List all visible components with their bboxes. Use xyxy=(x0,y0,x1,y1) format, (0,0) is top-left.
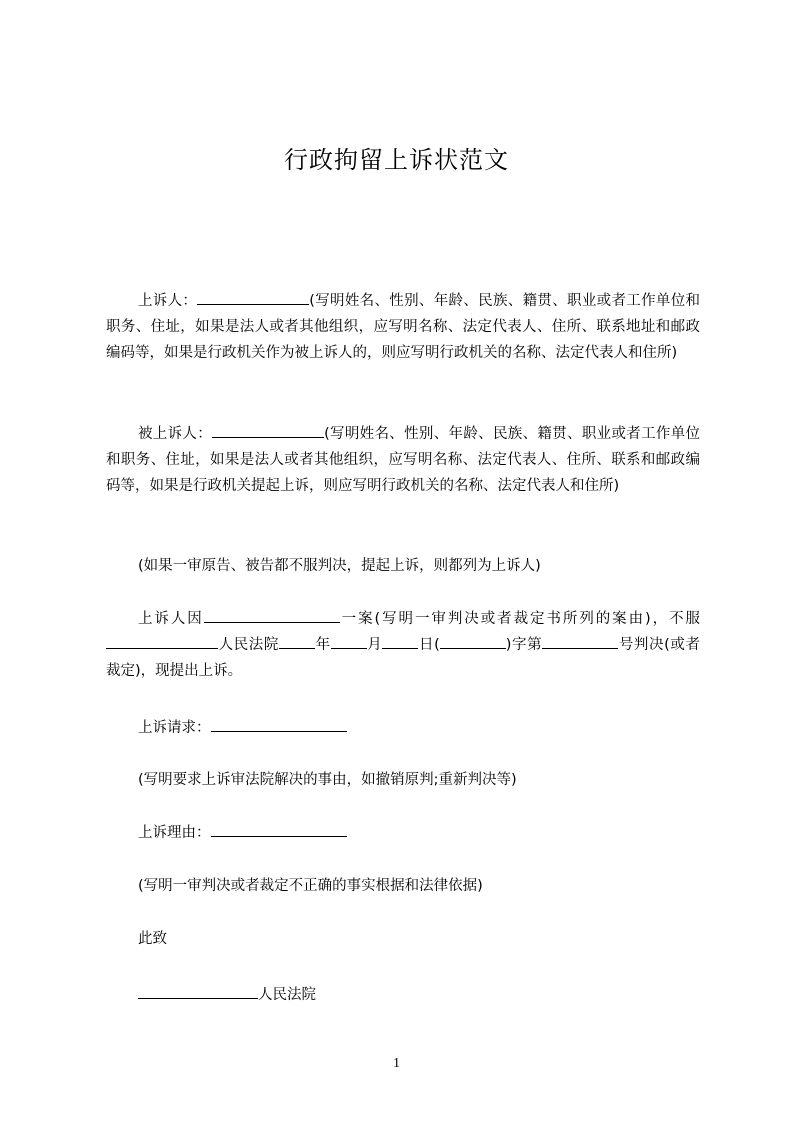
request-blank xyxy=(211,717,347,732)
reason-blank xyxy=(211,822,347,837)
addressee-court-blank xyxy=(138,984,258,999)
month-blank xyxy=(331,634,367,649)
court-name-blank xyxy=(106,634,218,649)
request-instruction: (写明要求上诉审法院解决的事由，如撤销原判;重新判决等) xyxy=(138,772,517,788)
addressee-court-suffix: 人民法院 xyxy=(258,987,316,1003)
request-line xyxy=(106,715,700,741)
cause-text-3: 人民法院 xyxy=(218,637,279,653)
cause-text-5: 月 xyxy=(366,637,383,653)
appellee-blank xyxy=(212,423,324,438)
reason-label: 上诉理由： xyxy=(138,825,211,841)
request-label: 上诉请求： xyxy=(138,720,211,736)
cause-text-7: )字第 xyxy=(505,637,543,653)
reason-line xyxy=(106,820,700,846)
cause-text-1: 上诉人因 xyxy=(138,611,204,627)
appellee-label: 被上诉人： xyxy=(138,426,213,442)
reason-instruction: (写明一审判决或者裁定不正确的事实根据和法律依据) xyxy=(138,878,483,894)
appellee-paragraph xyxy=(106,421,700,499)
page-number: 1 xyxy=(393,1056,400,1071)
addressee-line xyxy=(106,982,700,1008)
appellee-instruction: (写明姓名、性别、年龄、民族、籍贯、职业或者工作单位和职务、住址，如果是法人或者其他组织，应写明名称、法定代表人、住所、联系和邮政编码等，如果是行政机关提起上诉，则应写明行政机关的名称、法定代表人和住所) xyxy=(106,426,701,494)
case-year-blank xyxy=(440,634,506,649)
appellant-paragraph xyxy=(106,288,700,366)
case-name-blank xyxy=(204,608,340,623)
closing-salutation: 此致 xyxy=(138,931,167,947)
appellant-label: 上诉人： xyxy=(138,293,198,309)
cause-text-4: 年 xyxy=(315,637,331,653)
case-number-blank xyxy=(542,634,618,649)
year-blank xyxy=(279,634,315,649)
cause-paragraph xyxy=(106,606,700,684)
appellant-instruction: (写明姓名、性别、年龄、民族、籍贯、职业或者工作单位和职务、住址，如果是法人或者其他组织，应写明名称、法定代表人、住所、联系地址和邮政编码等，如果是行政机关作为被上诉人的，则应写明行政机关的名称、法定代表人和住所) xyxy=(106,293,701,361)
appellant-blank xyxy=(197,290,309,305)
both-parties-note: (如果一审原告、被告都不服判决，提起上诉，则都列为上诉人) xyxy=(138,558,541,574)
cause-text-8: 号判决(或者裁定)，现提出上诉。 xyxy=(106,637,700,679)
cause-text-2: 一案(写明一审判决或者裁定书所列的案由)，不服 xyxy=(339,611,701,627)
cause-text-6: 日( xyxy=(418,637,440,653)
day-blank xyxy=(382,634,418,649)
document-title: 行政拘留上诉状范文 xyxy=(284,146,509,174)
